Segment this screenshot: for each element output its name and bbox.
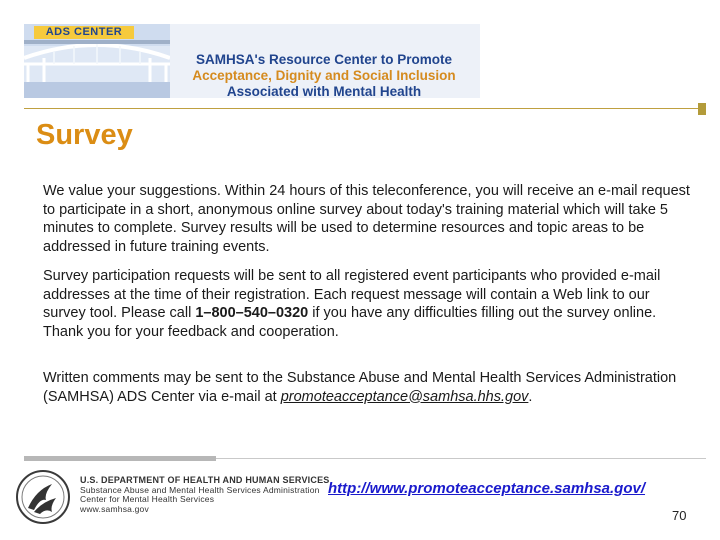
- banner-line-2: Acceptance, Dignity and Social Inclusion: [192, 68, 456, 83]
- hhs-agency-text: [80, 476, 329, 514]
- banner-line-3: Associated with Mental Health: [226, 84, 422, 98]
- email-link[interactable]: promoteacceptance@samhsa.hhs.gov: [280, 388, 529, 405]
- agency-line: www.samhsa.gov: [80, 503, 149, 514]
- paragraph-3-text-end: .: [528, 388, 533, 405]
- header-divider: [24, 108, 706, 109]
- ads-center-logo: ADS CENTER: [34, 26, 134, 39]
- agency-line: Center for Mental Health Services: [80, 494, 215, 504]
- agency-line: U.S. DEPARTMENT OF HEALTH AND HUMAN SERVICES: [80, 475, 330, 485]
- survey-paragraph-2: [43, 267, 693, 341]
- survey-paragraph-3: [43, 369, 693, 406]
- paragraph-2-text-end: if you have any difficulties filling out the survey online. Thank you for your feedback and cooperation.: [43, 305, 657, 340]
- agency-line: Substance Abuse and Mental Health Services Administration: [80, 484, 320, 495]
- footer-divider-accent: [24, 456, 216, 461]
- logo-strip: [24, 40, 170, 44]
- paragraph-3-text-start: Written comments may be sent to the Substance Abuse and Mental Health Services Administration (SAMHSA) ADS Center via e-mail at: [43, 370, 677, 405]
- footer-divider: [216, 458, 706, 459]
- slide-title: Survey: [36, 119, 133, 151]
- hhs-eagle-logo-icon: [10, 468, 76, 526]
- survey-paragraph-1: We value your suggestions. Within 24 hours of this teleconference, you will receive an e-mail request to participate in a short, anonymous online survey about today's training material which will take 5 minutes to complete. Survey results will be used to determine resources and topic areas to be addressed in future training events.: [43, 183, 690, 255]
- paragraph-2-text-start: Survey participation requests will be sent to all registered event participants who provided e-mail addresses at the time of their registration. Each request message will contain a Web link to our survey tool. Please call: [43, 268, 661, 321]
- ads-center-banner: [24, 24, 480, 98]
- header-divider-cap: [698, 103, 706, 115]
- banner-line-1: SAMHSA's Resource Center to Promote: [195, 52, 452, 67]
- website-link[interactable]: http://www.promoteacceptance.samhsa.gov/: [328, 480, 646, 497]
- page-number: 70: [672, 508, 687, 523]
- phone-number: 1–800–540–0320: [195, 305, 309, 321]
